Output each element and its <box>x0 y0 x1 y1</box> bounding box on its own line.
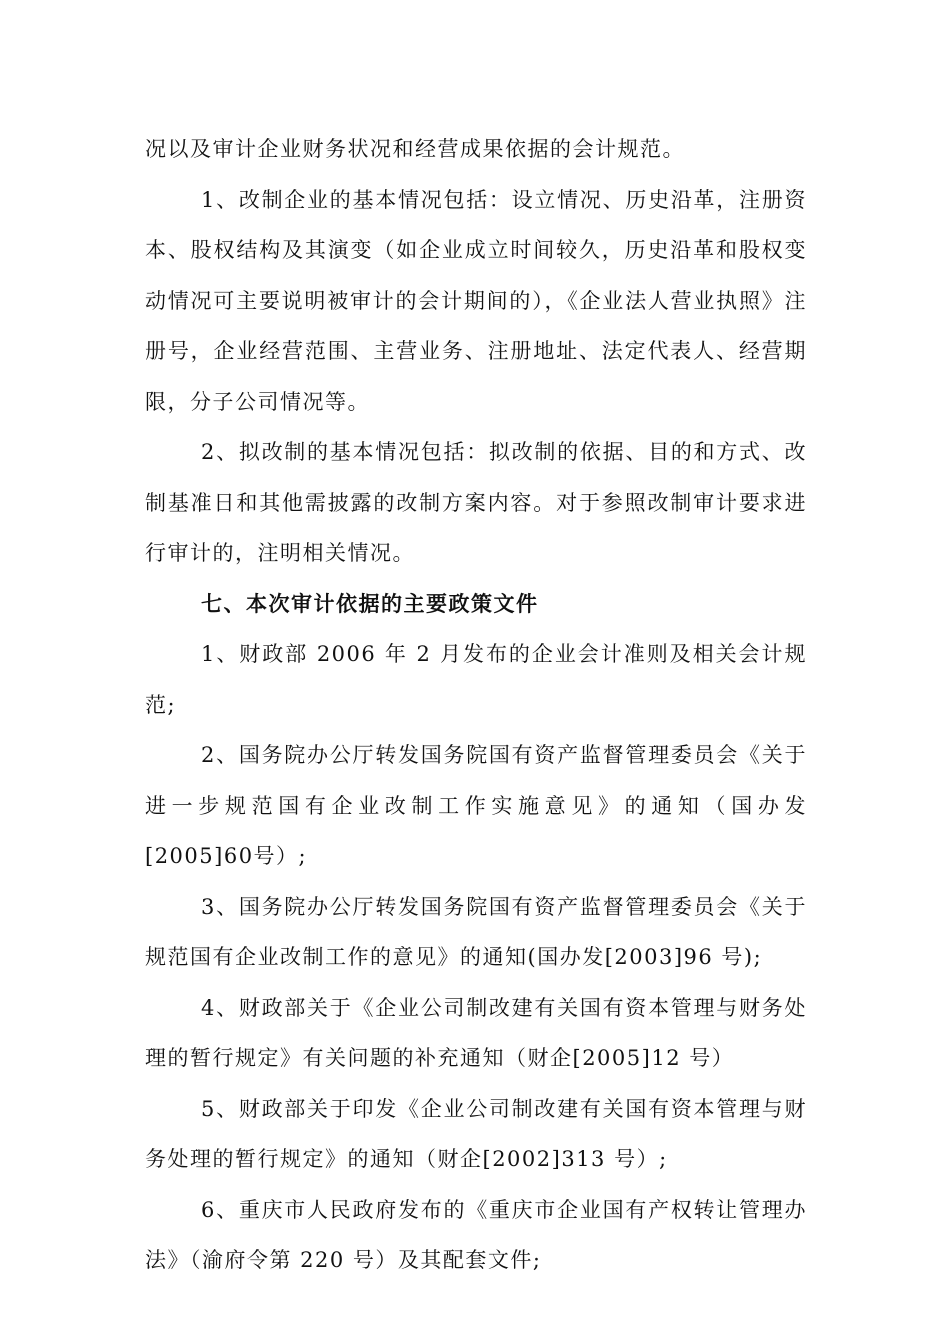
paragraph-item-1-basic-info: 1、改制企业的基本情况包括：设立情况、历史沿革，注册资本、股权结构及其演变（如企业成立时间较久，历史沿革和股权变动情况可主要说明被审计的会计期间的），《企业法人营业执照》注册号，企业经营范围、主营业务、注册地址、法定代表人、经营期限，分子公司情况等。 <box>145 187 807 414</box>
policy-item-4: 4、财政部关于《企业公司制改建有关国有资本管理与财务处理的暂行规定》有关问题的补充通知（财企[2005]12 号） <box>145 995 807 1070</box>
policy-item-6: 6、重庆市人民政府发布的《重庆市企业国有产权转让管理办法》（渝府令第 220 号）及其配套文件; <box>145 1197 807 1272</box>
document-page <box>145 124 807 1286</box>
policy-item-2: 2、国务院办公厅转发国务院国有资产监督管理委员会《关于进一步规范国有企业改制工作实施意见》的通知（国办发[2005]60号）; <box>145 743 807 868</box>
paragraph-item-2-reform-info: 2、拟改制的基本情况包括：拟改制的依据、目的和方式、改制基准日和其他需披露的改制方案内容。对于参照改制审计要求进行审计的，注明相关情况。 <box>145 440 807 565</box>
policy-item-3: 3、国务院办公厅转发国务院国有资产监督管理委员会《关于规范国有企业改制工作的意见》的通知(国办发[2003]96 号); <box>145 894 807 969</box>
paragraph-continuation: 况以及审计企业财务状况和经营成果依据的会计规范。 <box>145 137 685 161</box>
policy-item-1: 1、财政部 2006 年 2 月发布的企业会计准则及相关会计规范; <box>145 642 807 717</box>
section-heading-policy-documents: 七、本次审计依据的主要政策文件 <box>201 590 539 616</box>
policy-item-5: 5、财政部关于印发《企业公司制改建有关国有资本管理与财务处理的暂行规定》的通知（财企[2002]313 号）; <box>145 1096 807 1171</box>
